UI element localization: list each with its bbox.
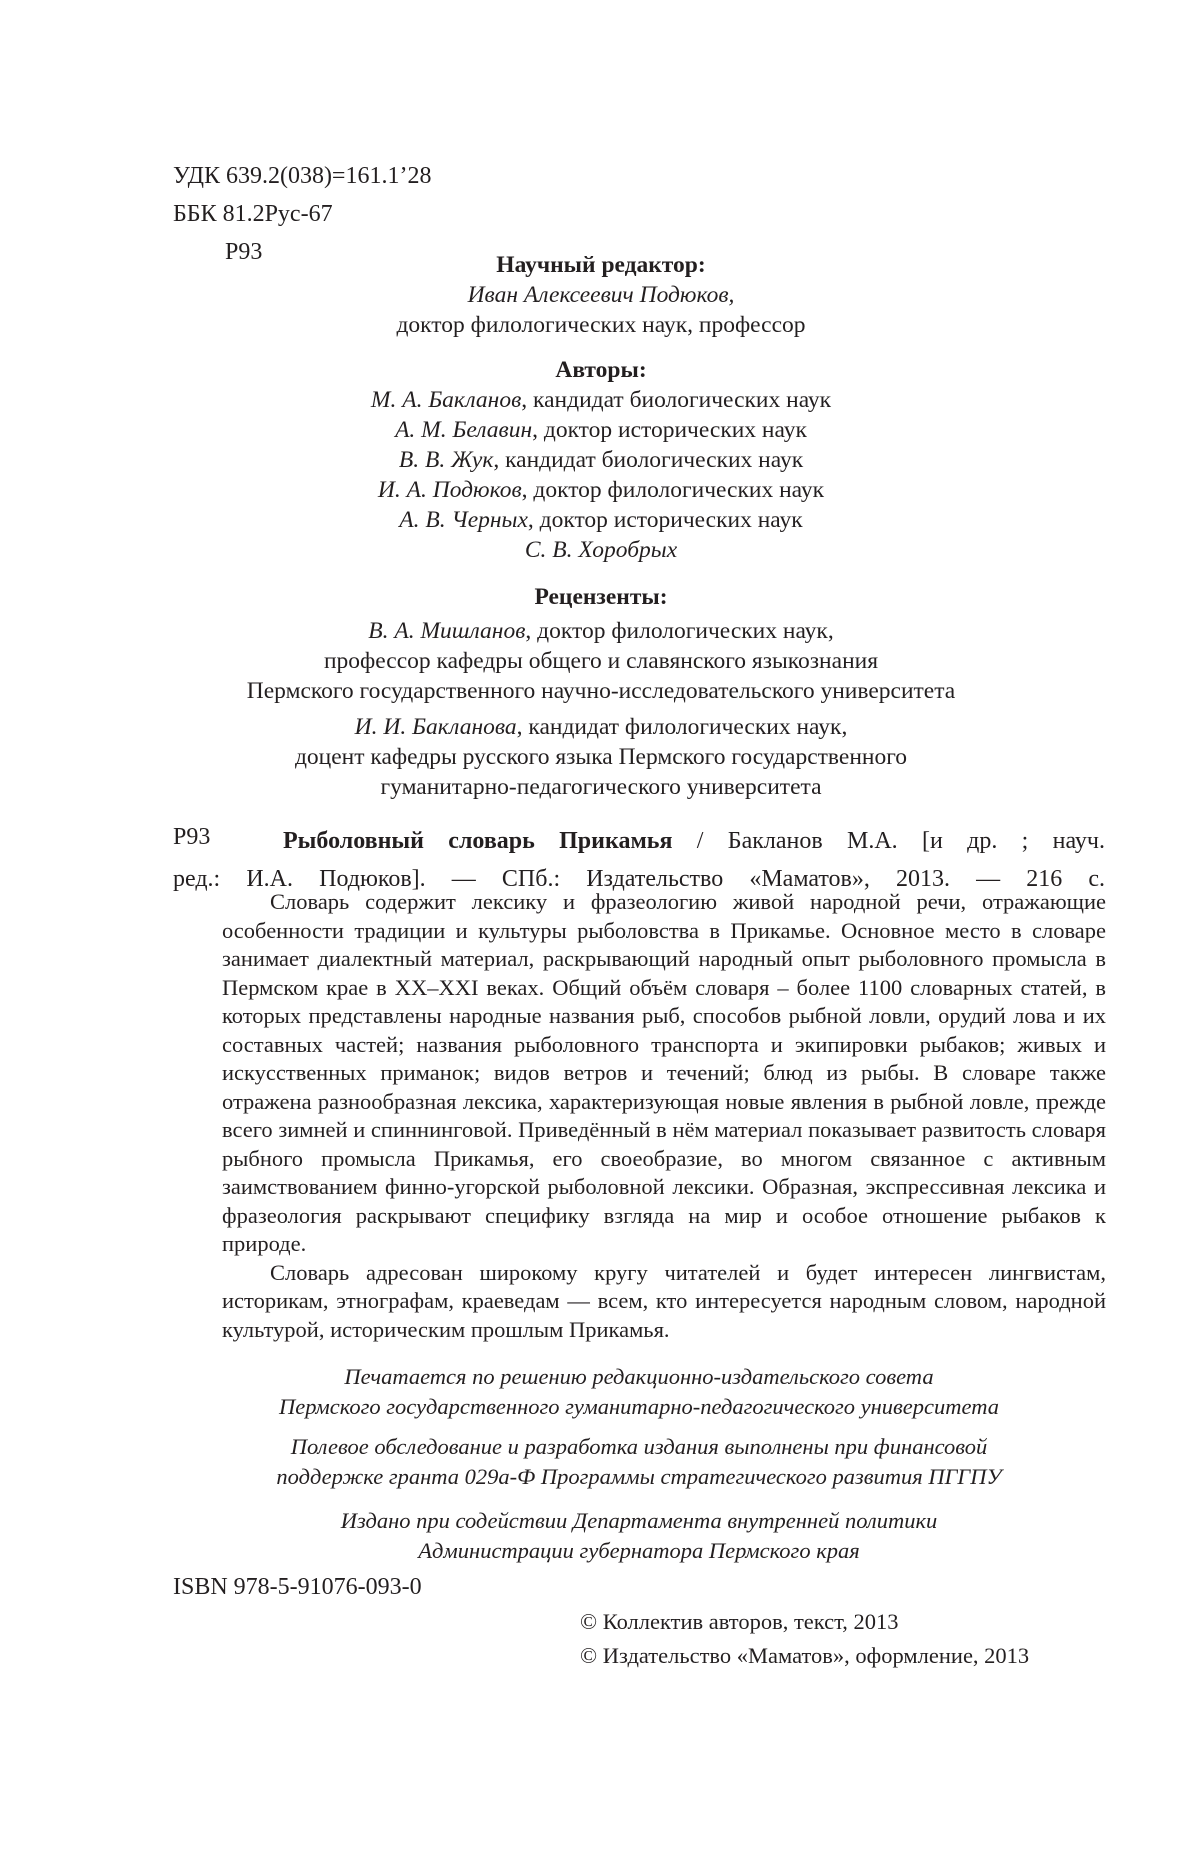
reviewer-name: И. И. Бакланова [354,714,517,740]
author-name: В. В. Жук [398,447,494,473]
reviewer-degree: , кандидат филологических наук, [516,714,848,740]
author-line [173,475,1029,505]
reviewer-position: профессор кафедры общего и славянского языкознания [323,648,879,674]
entry-line-2: ред.: И.А. Подюков]. — СПб.: Издательство «Маматов», 2013. — 216 с. [173,866,1105,892]
author-desc: , доктор исторических наук [532,417,807,443]
editor-title: доктор филологических наук, профессор [396,312,806,338]
entry-code: Р93 [173,824,211,850]
author-desc: , кандидат биологических наук [521,387,832,413]
author-sign: Р93 [225,239,263,265]
author-line [173,385,1029,415]
bibliographic-entry [173,822,1105,898]
abstract [222,888,1106,1344]
udk-code: УДК 639.2(038)=161.1’28 [173,163,432,189]
grant-note [173,1432,1105,1492]
reviewer-affiliation: гуманитарно-педагогического университета [380,774,822,800]
note-line: Администрации губернатора Пермского края [418,1538,860,1563]
authors-block [173,355,1029,565]
abstract-paragraph-2: Словарь адресован широкому кругу читателей и будет интересен лингвистам, историкам, этнографам, краеведам — всем, кто интересуется народным словом, народной культурой, историческим прошлым Прикамья. [222,1259,1106,1342]
bbk-code: ББК 81.2Рус-67 [173,201,333,227]
reviewer-name: В. А. Мишланов [368,618,526,644]
author-desc: , кандидат биологических наук [493,447,804,473]
note-line: поддержке гранта 029а-Ф Программы стратегического развития ПГГПУ [276,1464,1002,1489]
note-line: Полевое обследование и разработка издания выполнены при финансовой [290,1434,988,1459]
author-line [173,445,1029,475]
publishing-note [173,1362,1105,1422]
note-line: Издано при содействии Департамента внутренней политики [340,1508,938,1533]
reviewers-heading: Рецензенты: [534,584,668,610]
reviewer-1 [173,616,1029,706]
editor-heading: Научный редактор: [496,252,706,278]
entry-authors: / Бакланов М.А. [и др. ; науч. [672,828,1105,854]
isbn: ISBN 978-5-91076-093-0 [173,1574,422,1600]
editor-name: Иван Алексеевич Подюков, [467,282,735,308]
author-name: И. А. Подюков [377,477,522,503]
abstract-paragraph-1: Словарь содержит лексику и фразеологию живой народной речи, отражающие особенности традиции и культуры рыболовства в Прикамье. Основное место в словаре занимает диалектный материал, раскрывающий народный опыт рыболовного промысла в Пермском крае в XX–XXI веках. Общий объём словаря – более 1100 словарных статей, в которых представлены народные названия рыб, способов рыбной ловли, орудий лова и их составных частей; названия рыболовного транспорта и экипировки рыбаков; живых и искусственных приманок; видов ветров и течений; блюд из рыбы. В словаре также отражена разнообразная лексика, характеризующая новые явления в рыбной ловле, прежде всего зимней и спиннинговой. Приведённый в нём материал показывает развитость словаря рыбного промысла Прикамья, его своеобразие, во многом связанное с активным заимствованием финно-угорской рыболовной лексики. Образная, экспрессивная лексика и фразеология раскрывают специфику взгляда на мир и особое отношение рыбаков к природе. [222,889,1106,1256]
note-line: Пермского государственного гуманитарно-педагогического университета [278,1394,999,1419]
author-name: М. А. Бакланов [370,387,522,413]
book-title: Рыболовный словарь Прикамья [283,828,673,854]
reviewer-position: доцент кафедры русского языка Пермского государственного [294,744,908,770]
note-line: Печатается по решению редакционно-издательского совета [344,1364,934,1389]
support-note [173,1506,1105,1566]
reviewer-degree: , доктор филологических наук, [525,618,834,644]
copyright-design: © Издательство «Маматов», оформление, 2013 [580,1643,1030,1668]
copyright-text: © Коллектив авторов, текст, 2013 [580,1609,899,1634]
author-line [173,505,1029,535]
author-line [173,535,1029,565]
authors-heading: Авторы: [555,357,647,383]
author-name: А. В. Черных [399,507,528,533]
author-name: С. В. Хоробрых [524,537,678,563]
author-desc: , доктор исторических наук [527,507,803,533]
reviewers-block [173,582,1029,802]
author-name: А. М. Белавин [395,417,533,443]
copyright-block [580,1605,1029,1673]
reviewer-affiliation: Пермского государственного научно-исследовательского университета [246,678,956,704]
author-desc: , доктор филологических наук [521,477,825,503]
entry-line-1 [173,822,1105,860]
author-line [173,415,1029,445]
reviewer-2 [173,712,1029,802]
editor-block [173,250,1029,340]
